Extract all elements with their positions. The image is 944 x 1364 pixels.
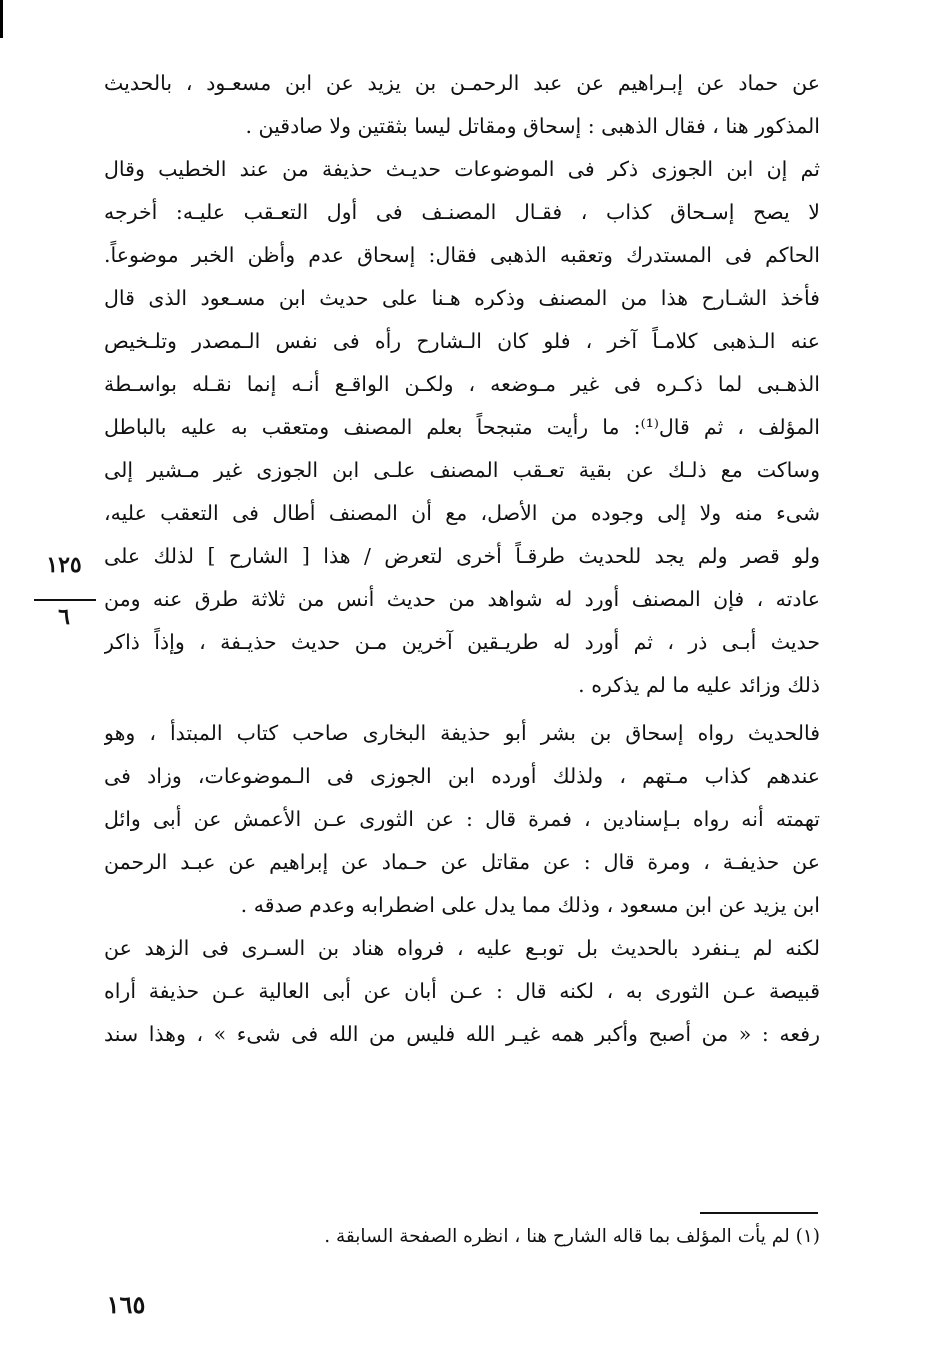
body-line: عن حماد عن إبـراهيم عن عبد الرحمـن بن يزيد عن ابن مسعـود ، بالحديث (104, 71, 820, 95)
margin-note-top: ١٢٥ (46, 552, 82, 578)
body-line: فأخذ الشـارح هذا من المصنف وذكره هـنا على حديث ابن مسـعود الذى قال (104, 286, 820, 310)
footnote-separator (700, 1212, 818, 1214)
body-line: ثم إن ابن الجوزى ذكر فى الموضوعات حديـث حذيفة من عند الخطيب وقال (104, 157, 820, 181)
body-line: عنه الـذهبى كلامـاً آخر ، فلو كان الـشارح رأه فى نفس الـمصدر وتلـخيص (104, 329, 820, 353)
body-line: قبيصة عـن الثورى به ، لكنه قال : عـن أبان عن أبى العالية عـن حذيفة أراه (104, 979, 820, 1003)
body-line: ولو قصر ولم يجد للحديث طرقـاً أخرى لتعرض / هذا [ الشارح ] لذلك على (104, 544, 820, 568)
scan-edge-line (0, 0, 3, 38)
body-line: المؤلف ، ثم قال⁽¹⁾: ما رأيت متبجحاً بعلم المصنف ومتعقب به عليه بالباطل (104, 415, 820, 439)
body-line: حديث أبـى ذر ، ثم أورد له طريـقين آخرين مـن حديث حذيـفة ، وإذاً ذاكر (104, 630, 820, 654)
body-line: شىء منه ولا إلى وجوده من الأصل، مع أن المصنف أطال فى التعقب عليه، (104, 501, 820, 525)
body-line: لا يصح إسـحاق كذاب ، فقـال المصنـف فى أول التعـقب عليـه: أخرجه (104, 200, 820, 224)
margin-note-bottom: ٦ (58, 604, 70, 630)
body-line: عندهم كذاب مـتهم ، ولذلك أورده ابن الجوزى فى الـموضوعات، وزاد فى (104, 764, 820, 788)
body-line: فالحديث رواه إسحاق بن بشر أبو حذيفة البخارى صاحب كتاب المبتدأ ، وهو (104, 721, 820, 745)
body-line: عن حذيفـة ، ومرة قال : عن مقاتل عن حـماد عن إبراهيم عن عبـد الرحمن (104, 850, 820, 874)
body-line: عادته ، فإن المصنف أورد له شواهد من حديث أنس من ثلاثة طرق عنه ومن (104, 587, 820, 611)
body-line: لكنه لم يـنفرد بالحديث بل توبـع عليه ، فرواه هناد بن السـرى فى الزهد عن (104, 936, 820, 960)
body-line: رفعه : « من أصبح وأكبر همه غيـر الله فليس من الله فى شىء » ، وهذا سند (104, 1022, 820, 1046)
body-line: المذكور هنا ، فقال الذهبى : إسحاق ومقاتل ليسا بثقتين ولا صادقين . (245, 114, 820, 138)
page-number: ١٦٥ (106, 1290, 146, 1319)
body-line: الحاكم فى المستدرك وتعقبه الذهبى فقال: إسحاق عدم وأظن الخبر موضوعاً. (104, 243, 820, 267)
body-line: ذلك وزائد عليه ما لم يذكره . (578, 673, 820, 697)
body-line: وساكت مع ذلـك عن بقية تعـقب المصنف علـى ابن الجوزى غير مـشير إلى (104, 458, 820, 482)
margin-note-rule (34, 599, 96, 601)
body-line: ابن يزيد عن ابن مسعود ، وذلك مما يدل على اضطرابه وعدم صدقه . (240, 893, 820, 917)
footnote: (١) لم يأت المؤلف بما قاله الشارح هنا ، انظره الصفحة السابقة . (324, 1226, 820, 1247)
body-line: الذهـبى لما ذكـره فى غير مـوضعه ، ولكـن الواقـع أنـه إنما نقـله بواسـطة (104, 372, 820, 396)
body-line: تهمته أنه رواه بـإسنادين ، فمرة قال : عن الثورى عـن الأعمش عن أبى وائل (104, 807, 820, 831)
page-body (104, 62, 820, 1056)
